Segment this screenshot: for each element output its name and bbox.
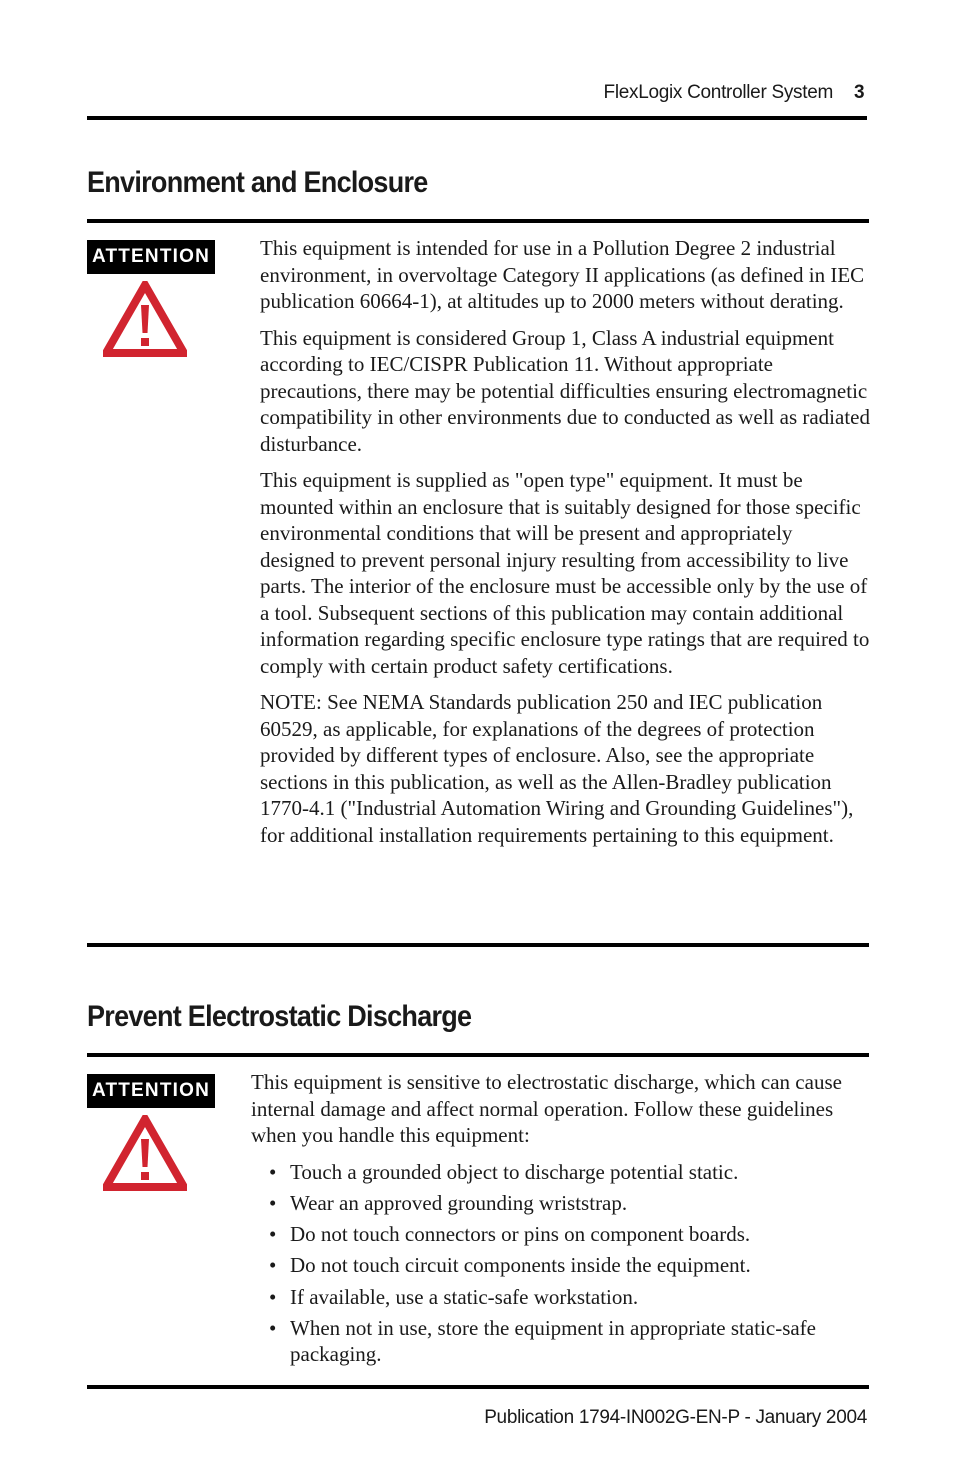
running-header-title: FlexLogix Controller System xyxy=(603,82,833,103)
paragraph: This equipment is intended for use in a Pollution Degree 2 industrial environment, in overvoltage Category II applications (as defined in IEC publication 60664-1), at altitudes up to 2000 meters without derating. xyxy=(260,236,865,313)
bullet-icon: • xyxy=(269,1253,277,1278)
list-item: • Do not touch circuit components inside the equipment. xyxy=(269,1253,751,1278)
footer-rule xyxy=(87,1385,869,1389)
list-item: • Wear an approved grounding wriststrap. xyxy=(269,1190,628,1215)
environment-body xyxy=(260,235,870,858)
list-item: • If available, use a static-safe workstation. xyxy=(269,1284,639,1309)
paragraph: NOTE: See NEMA Standards publication 250 and IEC publication 60529, as applicable, for explanations of the degrees of protection provided by different types of enclosure. Also, see the appropriate sections in this publication, as well as the Allen-Bradley publication 1770-4.1 ("Industrial Automation Wiring and Grounding Guidelines"), for additional installation requirements pertaining to this equipment. xyxy=(260,690,854,847)
bullet-icon: • xyxy=(269,1159,277,1184)
esd-guidelines-list xyxy=(251,1159,866,1368)
page-number: 3 xyxy=(854,82,865,103)
paragraph: This equipment is supplied as "open type" equipment. It must be mounted within an enclosure that is suitably designed for those specific environmental conditions that will be present and appropriately designed to prevent personal injury resulting from accessibility to live parts. The interior of the enclosure must be accessible only by the use of a tool. Subsequent sections of this publication may contain additional information regarding specific enclosure type ratings that are required to comply with certain product safety certifications. xyxy=(260,468,870,678)
bullet-icon: • xyxy=(269,1190,277,1215)
publication-footer: Publication 1794-IN002G-EN-P - January 2004 xyxy=(484,1407,867,1428)
list-item: • Do not touch connectors or pins on component boards. xyxy=(269,1222,751,1247)
section-rule xyxy=(87,943,869,947)
section-title-esd: Prevent Electrostatic Discharge xyxy=(87,1000,472,1033)
paragraph: This equipment is considered Group 1, Class A industrial equipment according to IEC/CISPR Publication 11. Without appropriate precautions, there may be potential difficulties ensuring electromagnetic compatibility in other environments due to conducted as well as radiated disturbance. xyxy=(260,325,870,456)
esd-body xyxy=(251,1069,866,1373)
attention-badge: ATTENTION xyxy=(87,1074,215,1108)
bullet-icon: • xyxy=(269,1315,277,1340)
attention-badge: ATTENTION xyxy=(87,240,215,274)
warning-triangle-icon xyxy=(103,1115,187,1191)
section-rule xyxy=(87,1053,869,1057)
paragraph: This equipment is sensitive to electrostatic discharge, which can cause internal damage and affect normal operation. Follow these guidelines when you handle this equipment: xyxy=(251,1070,842,1147)
list-item: • When not in use, store the equipment in appropriate static-safe packaging. xyxy=(269,1315,816,1367)
bullet-icon: • xyxy=(269,1284,277,1309)
section-title-environment: Environment and Enclosure xyxy=(87,166,428,199)
header-rule xyxy=(87,116,867,120)
list-item: • Touch a grounded object to discharge potential static. xyxy=(269,1159,739,1184)
warning-triangle-icon xyxy=(103,281,187,357)
section-rule xyxy=(87,219,869,223)
bullet-icon: • xyxy=(269,1222,277,1247)
